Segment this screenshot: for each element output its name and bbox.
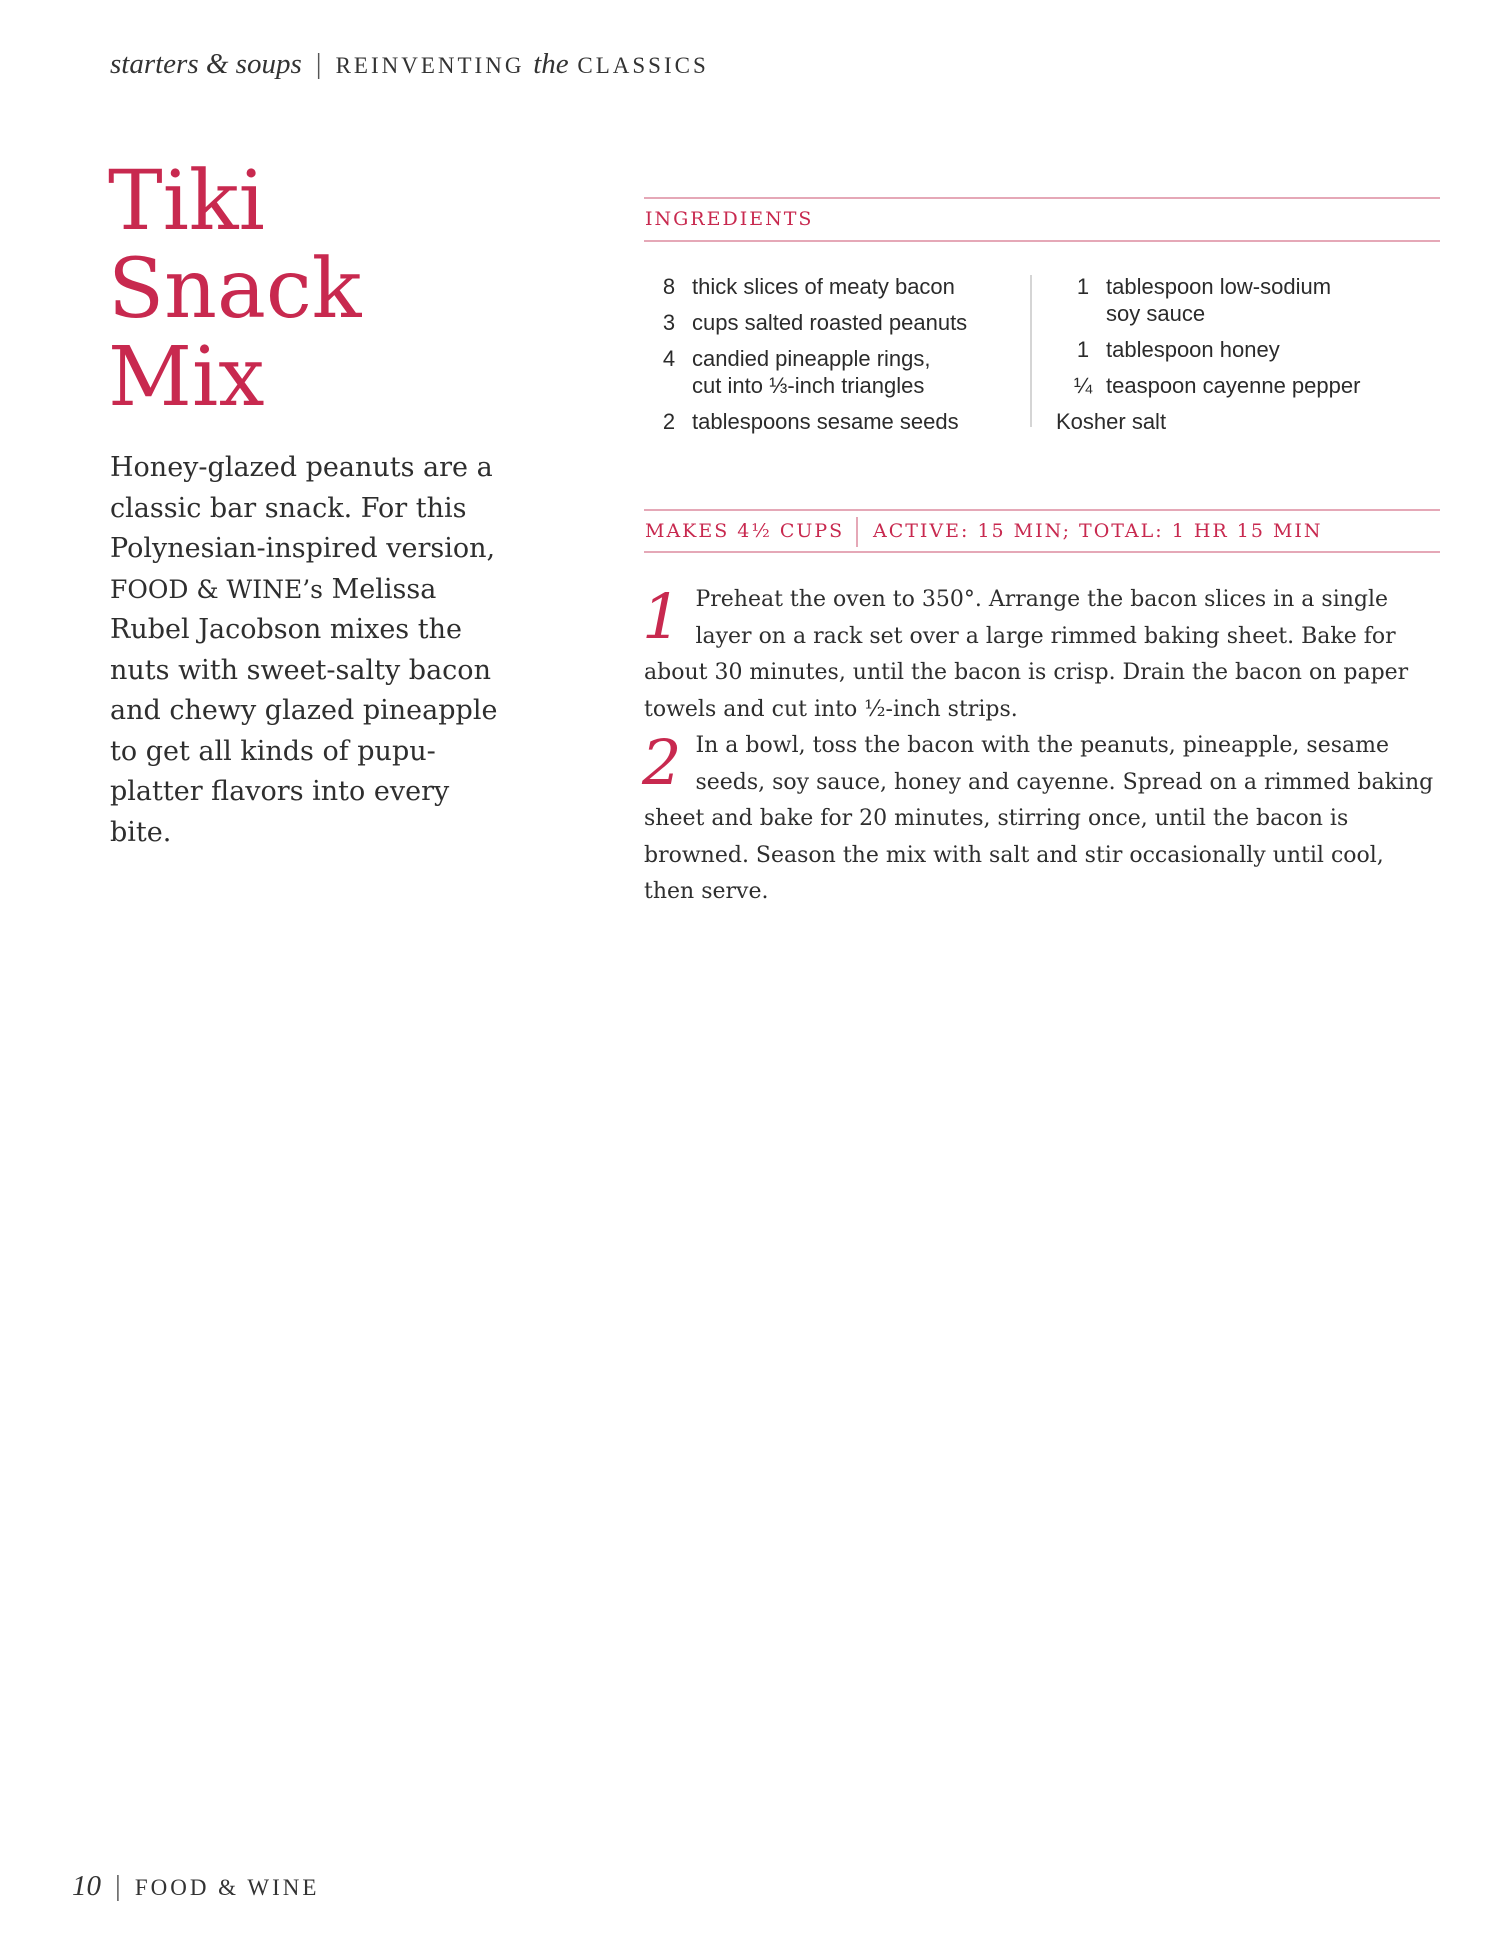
yield-bottom-rule [644, 551, 1440, 553]
ingredient-item [654, 273, 1014, 300]
ingredients-right-column [1056, 273, 1448, 435]
series-pre: REINVENTING [335, 53, 525, 78]
ingredients-bottom-rule [644, 240, 1440, 242]
series-post: CLASSICS [577, 53, 709, 78]
ingredient-item [654, 309, 1014, 336]
step-text: Preheat the oven to 350°. Arrange the bacon slices in a single layer on a rack set over a large rimmed baking sheet. Bake for about 30 minutes, until the bacon is crisp. Drain the bacon on paper towels and cut into ½-inch strips. [644, 587, 1409, 722]
recipe-steps [644, 582, 1440, 911]
ingredient-qty: 1 [1076, 274, 1090, 299]
ingredient-qty: 3 [662, 310, 676, 335]
recipe-intro [110, 448, 510, 853]
ingredient-item [1068, 372, 1448, 399]
running-head [110, 48, 709, 81]
ingredient-desc: teaspoon cayenne pepper [1106, 373, 1361, 398]
ingredients-top-rule [644, 197, 1440, 199]
step-text: In a bowl, toss the bacon with the peanuts, pineapple, sesame seeds, soy sauce, honey and cayenne. Spread on a rimmed baking sheet and bake for 20 minutes, stirring once, until the bacon is browned. Season the mix with salt and stir occasionally until cool, then serve. [644, 733, 1434, 904]
ingredient-item [654, 408, 1014, 435]
intro-part2: Melissa Rubel Jacobson mixes the nuts with sweet-salty bacon and chewy glazed pineapple to get all kinds of pupu-platter flavors into every bite. [110, 573, 498, 848]
footer-separator: | [115, 1870, 121, 1902]
step-number: 2 [642, 726, 682, 799]
yield-top-rule [644, 509, 1440, 511]
ingredient-item [654, 345, 1014, 399]
title-line: Snack [108, 242, 362, 337]
series-label [335, 48, 709, 80]
page-footer [72, 1870, 319, 1903]
yield-makes: MAKES 4½ CUPS [645, 520, 845, 542]
title-line: Tiki [108, 154, 265, 249]
section-label: starters & soups [110, 48, 302, 80]
ingredient-item [1068, 336, 1448, 363]
ingredients-heading: INGREDIENTS [645, 208, 814, 230]
ingredient-desc: candied pineapple rings, cut into ⅓-inch triangles [692, 346, 931, 398]
ingredient-desc: tablespoon honey [1106, 337, 1280, 362]
ingredients-left-column [654, 273, 1014, 444]
step-2 [644, 728, 1440, 911]
magazine-name: FOOD & WINE [134, 1875, 320, 1900]
title-line: Mix [108, 330, 265, 425]
ingredient-qty: ¼ [1073, 373, 1093, 398]
yield-separator [856, 517, 858, 547]
recipe-title [108, 154, 488, 425]
intro-part1: Honey-glazed peanuts are a classic bar snack. For this Polynesian-inspired version, [110, 452, 496, 564]
ingredient-desc: tablespoons sesame seeds [692, 409, 959, 434]
intro-brand: FOOD & WINE’s [110, 574, 324, 604]
header-separator: | [315, 48, 322, 80]
ingredient-item [1068, 273, 1448, 327]
ingredients-column-divider [1030, 275, 1032, 427]
yield-times: ACTIVE: 15 MIN; TOTAL: 1 HR 15 MIN [873, 520, 1323, 542]
page-number: 10 [72, 1870, 101, 1902]
series-mid: the [533, 48, 569, 80]
ingredient-qty: 4 [662, 346, 676, 371]
ingredient-kosher-salt: Kosher salt [1056, 409, 1167, 434]
ingredient-qty: 2 [662, 409, 676, 434]
ingredient-desc: cups salted roasted peanuts [692, 310, 968, 335]
step-1 [644, 582, 1440, 728]
ingredient-desc: tablespoon low-sodium soy sauce [1106, 274, 1332, 326]
step-number: 1 [642, 580, 682, 653]
ingredient-qty: 8 [662, 274, 676, 299]
ingredient-qty: 1 [1076, 337, 1090, 362]
ingredient-desc: thick slices of meaty bacon [692, 274, 955, 299]
